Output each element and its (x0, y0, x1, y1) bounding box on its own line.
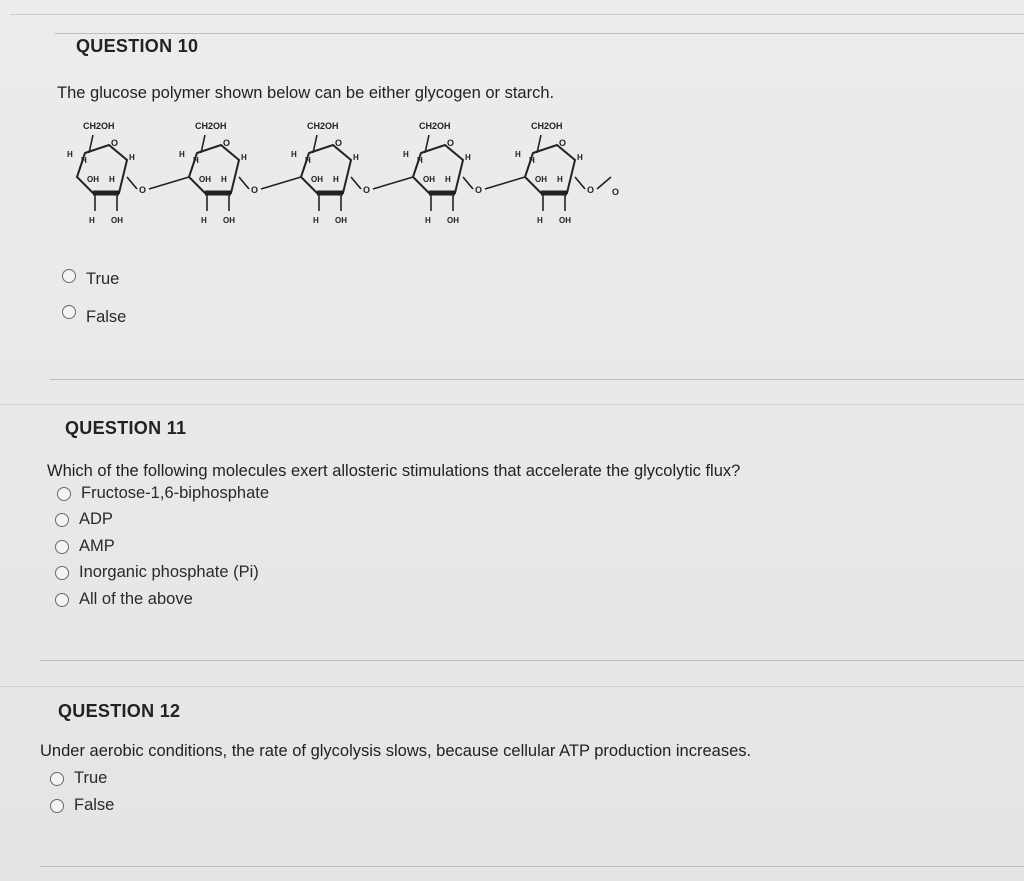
option-label: ADP (79, 510, 113, 528)
radio-button-icon[interactable] (55, 566, 69, 580)
glycosidic-oxygen-label: O (475, 185, 483, 195)
glucose-ring (77, 145, 127, 193)
ch2oh-label: CH2OH (307, 121, 339, 131)
hydrogen-label: H (179, 150, 185, 159)
q11-option-adp[interactable] (55, 510, 113, 529)
hydrogen-label: H (201, 216, 207, 225)
hydrogen-label: H (333, 175, 339, 184)
question-10-text: The glucose polymer shown below can be either glycogen or starch. (57, 84, 555, 102)
glucose-ring (525, 145, 575, 193)
radio-button-icon[interactable] (50, 799, 64, 813)
radio-button-icon[interactable] (50, 772, 64, 786)
ch2oh-label: CH2OH (419, 121, 451, 131)
terminal-oxygen-label: O (612, 187, 620, 197)
glycosidic-bond (261, 177, 301, 189)
question-10-title: QUESTION 10 (76, 36, 199, 56)
radio-button-icon[interactable] (55, 513, 69, 527)
hydroxyl-label: OH (447, 216, 459, 225)
hydrogen-label: H (577, 153, 583, 162)
glycosidic-bond (575, 177, 585, 189)
option-label: False (86, 308, 127, 326)
question-12-title: QUESTION 12 (58, 701, 181, 721)
question-12-text: Under aerobic conditions, the rate of glycolysis slows, because cellular ATP production increases. (40, 742, 752, 760)
ring-oxygen-label: O (447, 138, 455, 148)
divider (10, 14, 1024, 15)
ring-oxygen-label: O (223, 138, 231, 148)
divider (55, 33, 1024, 34)
hydrogen-label: H (465, 153, 471, 162)
hydroxyl-label: OH (423, 175, 435, 184)
question-11-text: Which of the following molecules exert allosteric stimulations that accelerate the glycolytic flux? (47, 462, 741, 480)
ch2oh-label: CH2OH (83, 121, 115, 131)
hydrogen-label: H (445, 175, 451, 184)
option-label: All of the above (79, 590, 193, 608)
glycosidic-oxygen-label: O (587, 185, 595, 195)
hydrogen-label: H (353, 153, 359, 162)
glucose-ring (413, 145, 463, 193)
glycosidic-bond (149, 177, 189, 189)
q11-option-amp[interactable] (55, 537, 115, 556)
divider (0, 404, 1024, 405)
q11-option-all[interactable] (55, 590, 193, 609)
glycosidic-bond (373, 177, 413, 189)
radio-button-icon[interactable] (55, 540, 69, 554)
divider (0, 686, 1024, 687)
glucose-ring (301, 145, 351, 193)
hydroxyl-label: OH (111, 216, 123, 225)
divider (40, 660, 1024, 661)
hydrogen-label: H (241, 153, 247, 162)
hydroxyl-label: OH (559, 216, 571, 225)
hydroxyl-label: OH (335, 216, 347, 225)
hydrogen-label: H (537, 216, 543, 225)
option-label: AMP (79, 537, 115, 555)
hydrogen-label: H (425, 216, 431, 225)
glucose-ring (189, 145, 239, 193)
glycosidic-bond (597, 177, 611, 189)
glycosidic-oxygen-label: O (139, 185, 147, 195)
hydroxyl-label: OH (311, 175, 323, 184)
q12-option-false[interactable] (50, 796, 114, 815)
hydrogen-label: H (81, 156, 87, 165)
hydrogen-label: H (89, 216, 95, 225)
q12-option-true[interactable] (50, 769, 107, 788)
option-label: Fructose-1,6-biphosphate (81, 484, 270, 502)
hydrogen-label: H (529, 156, 535, 165)
glycosidic-bond (351, 177, 361, 189)
hydroxyl-label: OH (199, 175, 211, 184)
option-label: False (74, 796, 115, 814)
q11-option-pi[interactable] (55, 563, 259, 582)
hydrogen-label: H (129, 153, 135, 162)
radio-button-icon[interactable] (55, 593, 69, 607)
hydrogen-label: H (109, 175, 115, 184)
hydrogen-label: H (313, 216, 319, 225)
option-label: True (74, 769, 108, 787)
divider (50, 379, 1024, 380)
q10-option-false[interactable] (62, 296, 126, 327)
hydrogen-label: H (403, 150, 409, 159)
divider (40, 866, 1024, 867)
hydrogen-label: H (193, 156, 199, 165)
glycosidic-bond (239, 177, 249, 189)
ring-oxygen-label: O (335, 138, 343, 148)
glucose-polymer-diagram (55, 115, 645, 245)
radio-button-icon[interactable] (57, 487, 71, 501)
hydrogen-label: H (305, 156, 311, 165)
radio-button-icon[interactable] (62, 269, 76, 283)
ring-oxygen-label: O (111, 138, 119, 148)
q11-option-fructose[interactable] (57, 484, 269, 503)
radio-button-icon[interactable] (62, 305, 76, 319)
hydrogen-label: H (67, 150, 73, 159)
hydrogen-label: H (557, 175, 563, 184)
hydroxyl-label: OH (535, 175, 547, 184)
ch2oh-label: CH2OH (531, 121, 563, 131)
option-label: Inorganic phosphate (Pi) (79, 563, 259, 581)
q10-option-true[interactable] (62, 262, 119, 289)
glycosidic-bond (485, 177, 525, 189)
option-label: True (86, 270, 120, 288)
glycosidic-bond (127, 177, 137, 189)
glycosidic-oxygen-label: O (363, 185, 371, 195)
hydrogen-label: H (515, 150, 521, 159)
hydrogen-label: H (291, 150, 297, 159)
hydrogen-label: H (417, 156, 423, 165)
question-11-title: QUESTION 11 (65, 418, 187, 438)
ch2oh-label: CH2OH (195, 121, 227, 131)
hydroxyl-label: OH (87, 175, 99, 184)
hydroxyl-label: OH (223, 216, 235, 225)
glycosidic-bond (463, 177, 473, 189)
glycosidic-oxygen-label: O (251, 185, 259, 195)
hydrogen-label: H (221, 175, 227, 184)
ring-oxygen-label: O (559, 138, 567, 148)
